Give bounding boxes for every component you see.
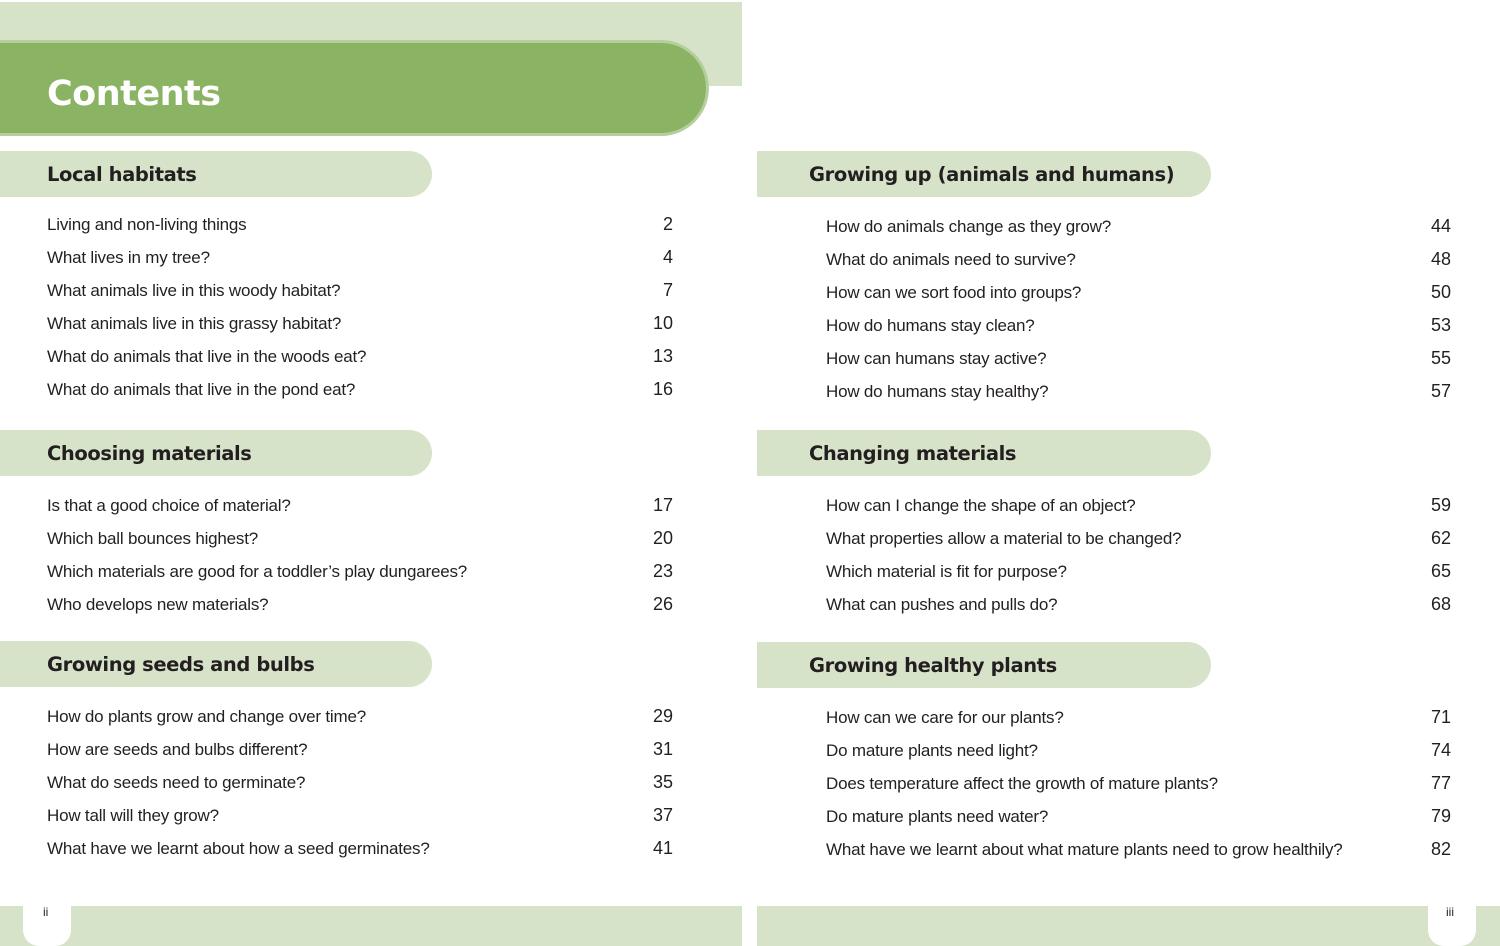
entry-title: How can humans stay active? [826,349,1047,368]
entry-page-number: 35 [652,772,673,792]
entry-title: What have we learnt about what mature plants need to grow healthily? [826,840,1343,859]
entry-title: What animals live in this grassy habitat? [47,314,342,333]
entry-page-number: 77 [1430,773,1451,793]
entry-title: How can we sort food into groups? [826,283,1082,302]
entry-title: Do mature plants need water? [826,807,1049,826]
entry-page-number: 2 [662,214,673,234]
entry-page-number: 10 [652,313,673,333]
entry-title: What do animals need to survive? [826,250,1076,269]
entry-title: Does temperature affect the growth of mature plants? [826,774,1218,793]
entry-page-number: 55 [1430,348,1451,368]
section-title: Choosing materials [47,442,252,465]
entry-title: What lives in my tree? [47,248,210,267]
entry-title: How tall will they grow? [47,806,219,825]
section-title: Growing healthy plants [809,654,1057,677]
entry-title: Is that a good choice of material? [47,496,291,515]
footer-band-left [0,906,742,946]
entry-title: How can I change the shape of an object? [826,496,1136,515]
entry-title: Which materials are good for a toddler’s play dungarees? [47,562,468,581]
entry-page-number: 82 [1430,839,1451,859]
entry-title: What do seeds need to germinate? [47,773,306,792]
entry-page-number: 44 [1430,216,1451,236]
entry-page-number: 16 [652,379,673,399]
entry-title: Who develops new materials? [47,595,269,614]
entry-title: How do humans stay healthy? [826,382,1049,401]
entry-page-number: 17 [652,495,673,515]
page-number-left: ii [43,905,49,919]
entry-title: Which material is fit for purpose? [826,562,1067,581]
entry-page-number: 7 [662,280,673,300]
section-title: Growing up (animals and humans) [809,163,1175,186]
entry-page-number: 29 [652,706,673,726]
entry-page-number: 37 [652,805,673,825]
entry-title: Do mature plants need light? [826,741,1038,760]
entry-page-number: 31 [652,739,673,759]
section-title: Changing materials [809,442,1017,465]
entry-title: How do animals change as they grow? [826,217,1111,236]
entry-page-number: 71 [1430,707,1451,727]
entry-title: What can pushes and pulls do? [826,595,1058,614]
entry-title: What do animals that live in the woods eat? [47,347,367,366]
page-title: Contents [47,74,221,114]
entry-page-number: 4 [662,247,673,267]
entry-title: What animals live in this woody habitat? [47,281,341,300]
entry-page-number: 53 [1430,315,1451,335]
entry-title: What do animals that live in the pond eat? [47,380,356,399]
entry-page-number: 65 [1430,561,1451,581]
page-number-right: iii [1446,905,1454,919]
entry-page-number: 23 [652,561,673,581]
entry-page-number: 50 [1430,282,1451,302]
entry-page-number: 68 [1430,594,1451,614]
entry-title: How do plants grow and change over time? [47,707,366,726]
entry-title: What properties allow a material to be changed? [826,529,1182,548]
entry-title: How are seeds and bulbs different? [47,740,308,759]
entry-title: Living and non-living things [47,215,247,234]
section-title: Growing seeds and bulbs [47,653,315,676]
section-title: Local habitats [47,163,197,186]
footer-band-right [757,906,1500,946]
entry-page-number: 62 [1430,528,1451,548]
entry-page-number: 20 [652,528,673,548]
entry-title: Which ball bounces highest? [47,529,259,548]
entry-page-number: 59 [1430,495,1451,515]
entry-page-number: 13 [652,346,673,366]
entry-title: How do humans stay clean? [826,316,1035,335]
entry-page-number: 41 [652,838,673,858]
entry-page-number: 48 [1430,249,1451,269]
entry-title: How can we care for our plants? [826,708,1064,727]
entry-page-number: 74 [1430,740,1451,760]
entry-page-number: 57 [1430,381,1451,401]
entry-page-number: 79 [1430,806,1451,826]
entry-page-number: 26 [652,594,673,614]
entry-title: What have we learnt about how a seed germinates? [47,839,430,858]
